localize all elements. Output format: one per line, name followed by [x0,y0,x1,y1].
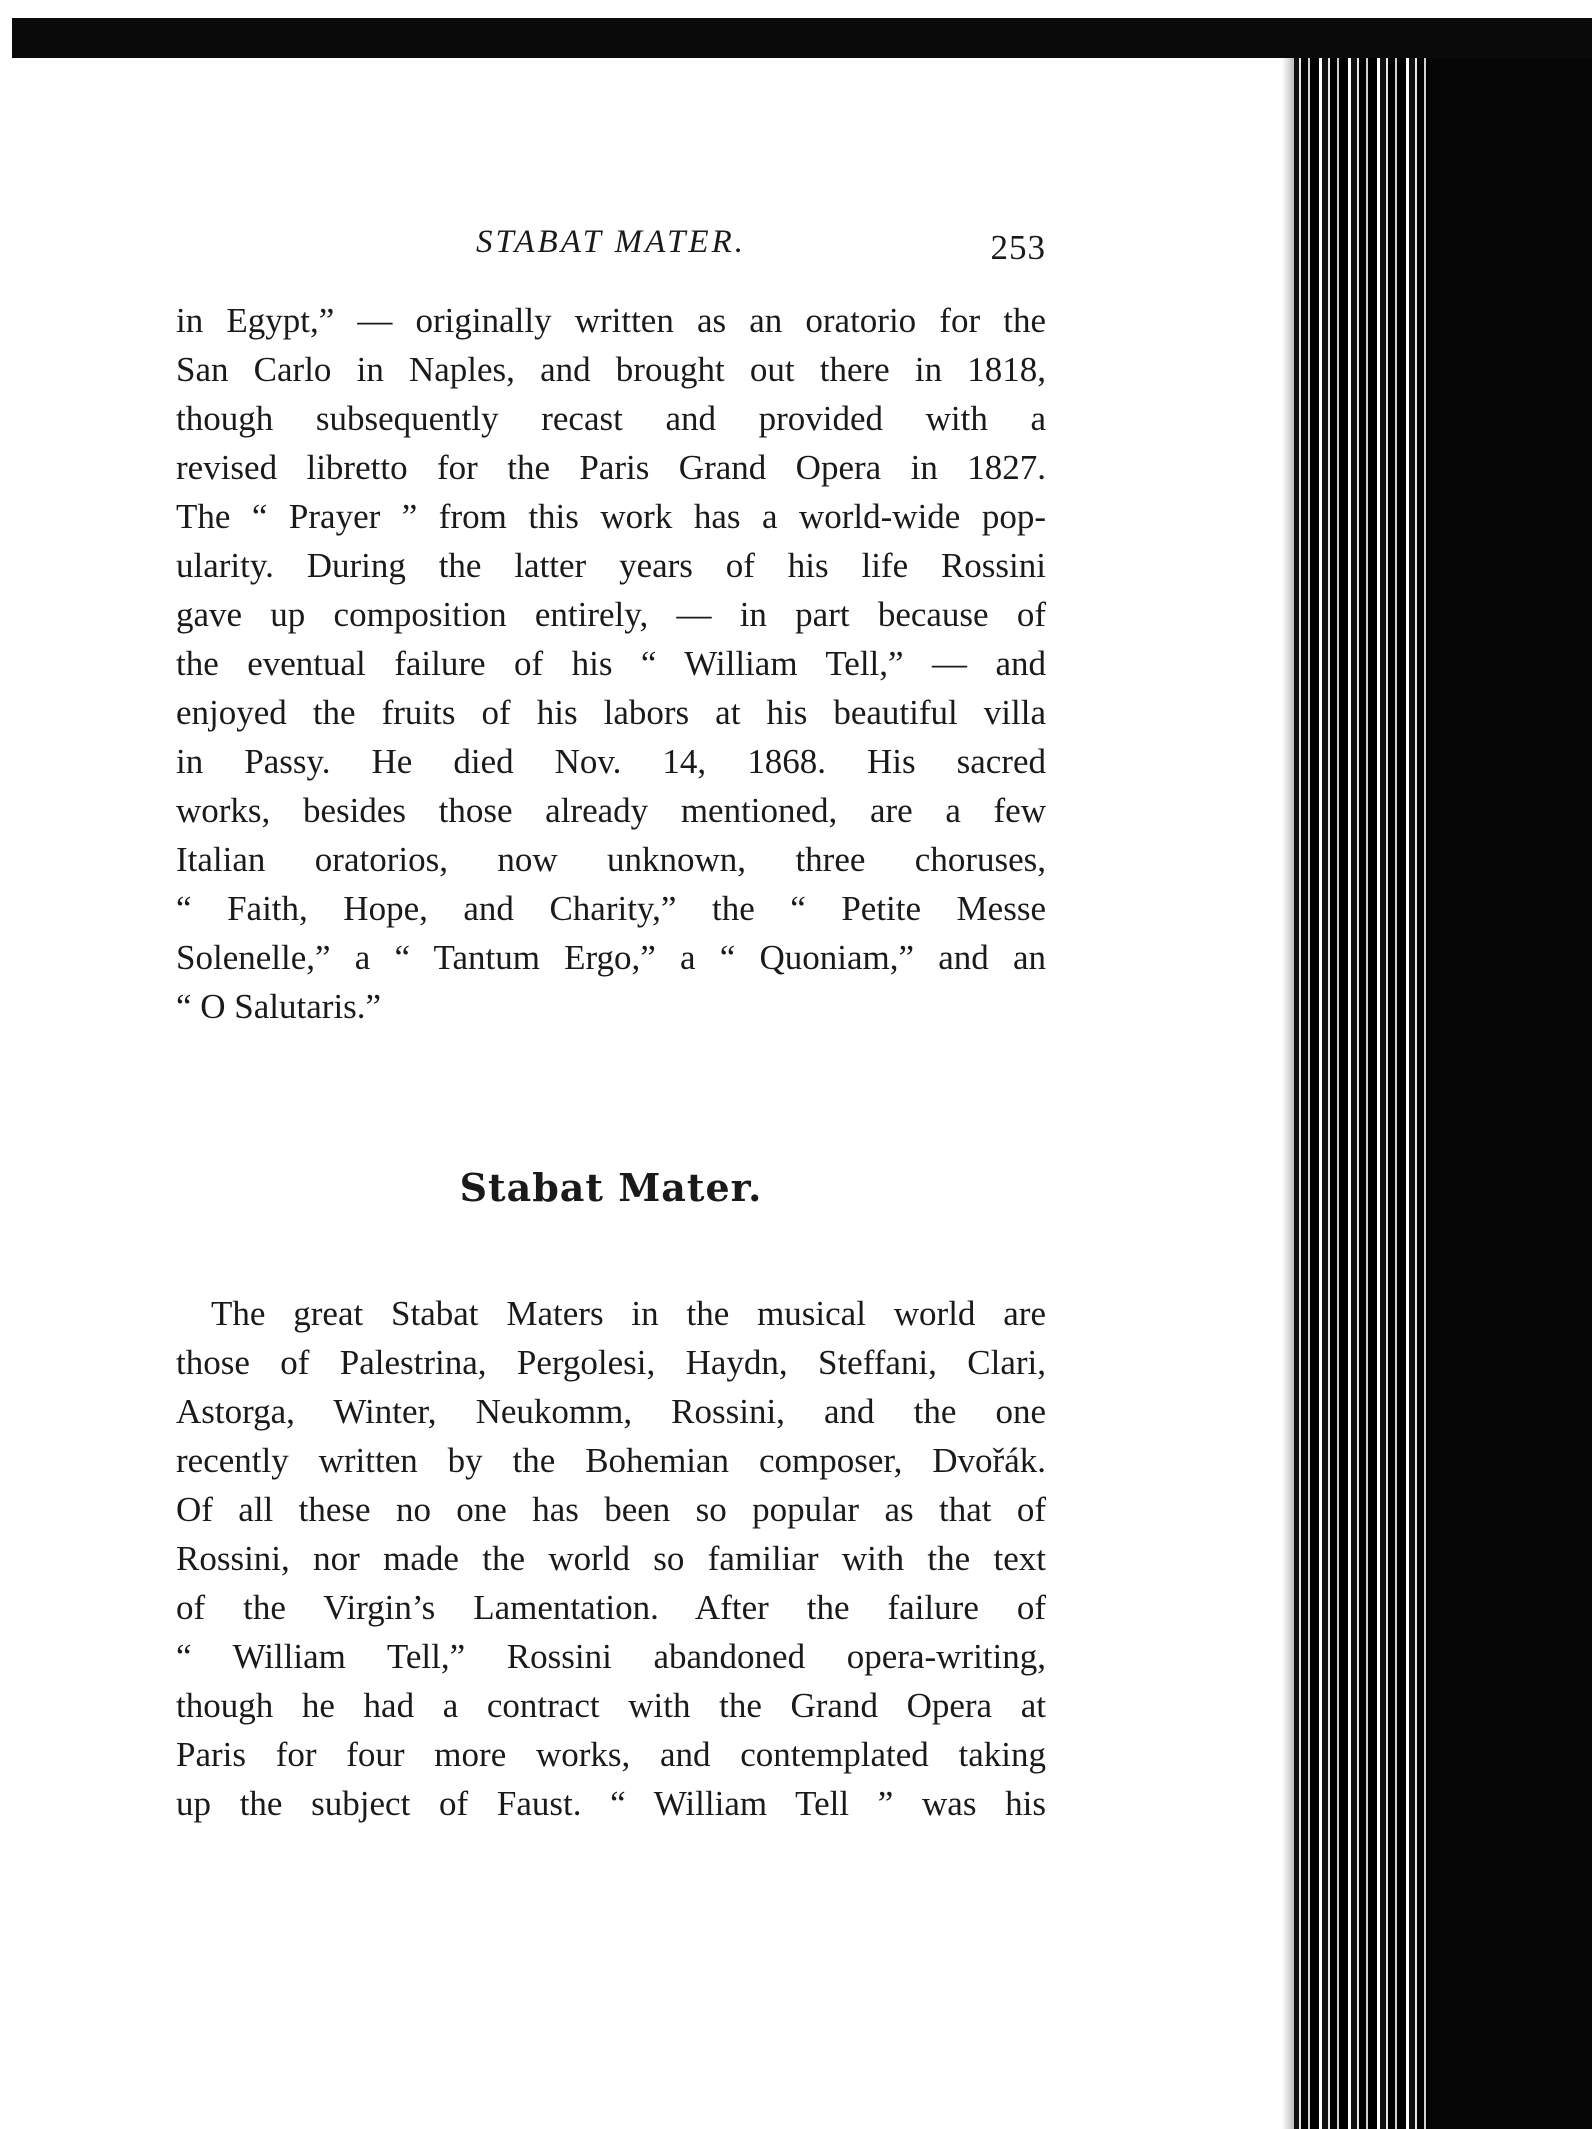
page-number: 253 [990,228,1046,267]
text-line: recently written by the Bohemian composer, Dvořák. [176,1441,1046,1480]
text-line: “ Faith, Hope, and Charity,” the “ Petite Messe [176,889,1046,928]
text-line: ularity. During the latter years of his life Rossini [176,546,1046,585]
text-line: “ O Salutaris.” [176,987,382,1026]
paragraph-stabat-mater [176,1289,1046,1828]
running-title: STABAT MATER. [476,224,746,260]
text-line: revised libretto for the Paris Grand Opera in 1827. [176,448,1046,487]
running-header [176,214,1046,274]
text-line: gave up composition entirely, — in part because of [176,595,1046,634]
text-line: in Egypt,” — originally written as an oratorio for the [176,301,1046,340]
text-line: works, besides those already mentioned, are a few [176,791,1046,830]
text-line: Astorga, Winter, Neukomm, Rossini, and the one [176,1392,1046,1431]
scan-binding-edge [1282,58,1294,2129]
scan-binding-lines [1290,58,1430,2129]
paragraph-continued [176,296,1046,1031]
text-line: enjoyed the fruits of his labors at his beautiful villa [176,693,1046,732]
text-line: up the subject of Faust. “ William Tell ” was his [176,1784,1046,1823]
text-line: “ William Tell,” Rossini abandoned opera-writing, [176,1637,1046,1676]
scan-top-border [12,18,1592,58]
text-line: Italian oratorios, now unknown, three choruses, [176,840,1046,879]
text-line: the eventual failure of his “ William Tell,” — and [176,644,1046,683]
text-line: Solenelle,” a “ Tantum Ergo,” a “ Quoniam,” and an [176,938,1046,977]
text-line: in Passy. He died Nov. 14, 1868. His sacred [176,742,1046,781]
text-line: The great Stabat Maters in the musical world are [211,1294,1046,1333]
text-line: those of Palestrina, Pergolesi, Haydn, Steffani, Clari, [176,1343,1046,1382]
text-line: Of all these no one has been so popular as that of [176,1490,1046,1529]
text-line: of the Virgin’s Lamentation. After the failure of [176,1588,1046,1627]
text-line: Paris for four more works, and contemplated taking [176,1735,1046,1774]
text-line: though subsequently recast and provided with a [176,399,1046,438]
text-line: San Carlo in Naples, and brought out there in 1818, [176,350,1046,389]
text-line: Rossini, nor made the world so familiar with the text [176,1539,1046,1578]
text-line: though he had a contract with the Grand Opera at [176,1686,1046,1725]
section-heading: Stabat Mater. [459,1165,763,1210]
text-line: The “ Prayer ” from this work has a world-wide pop- [176,497,1046,536]
